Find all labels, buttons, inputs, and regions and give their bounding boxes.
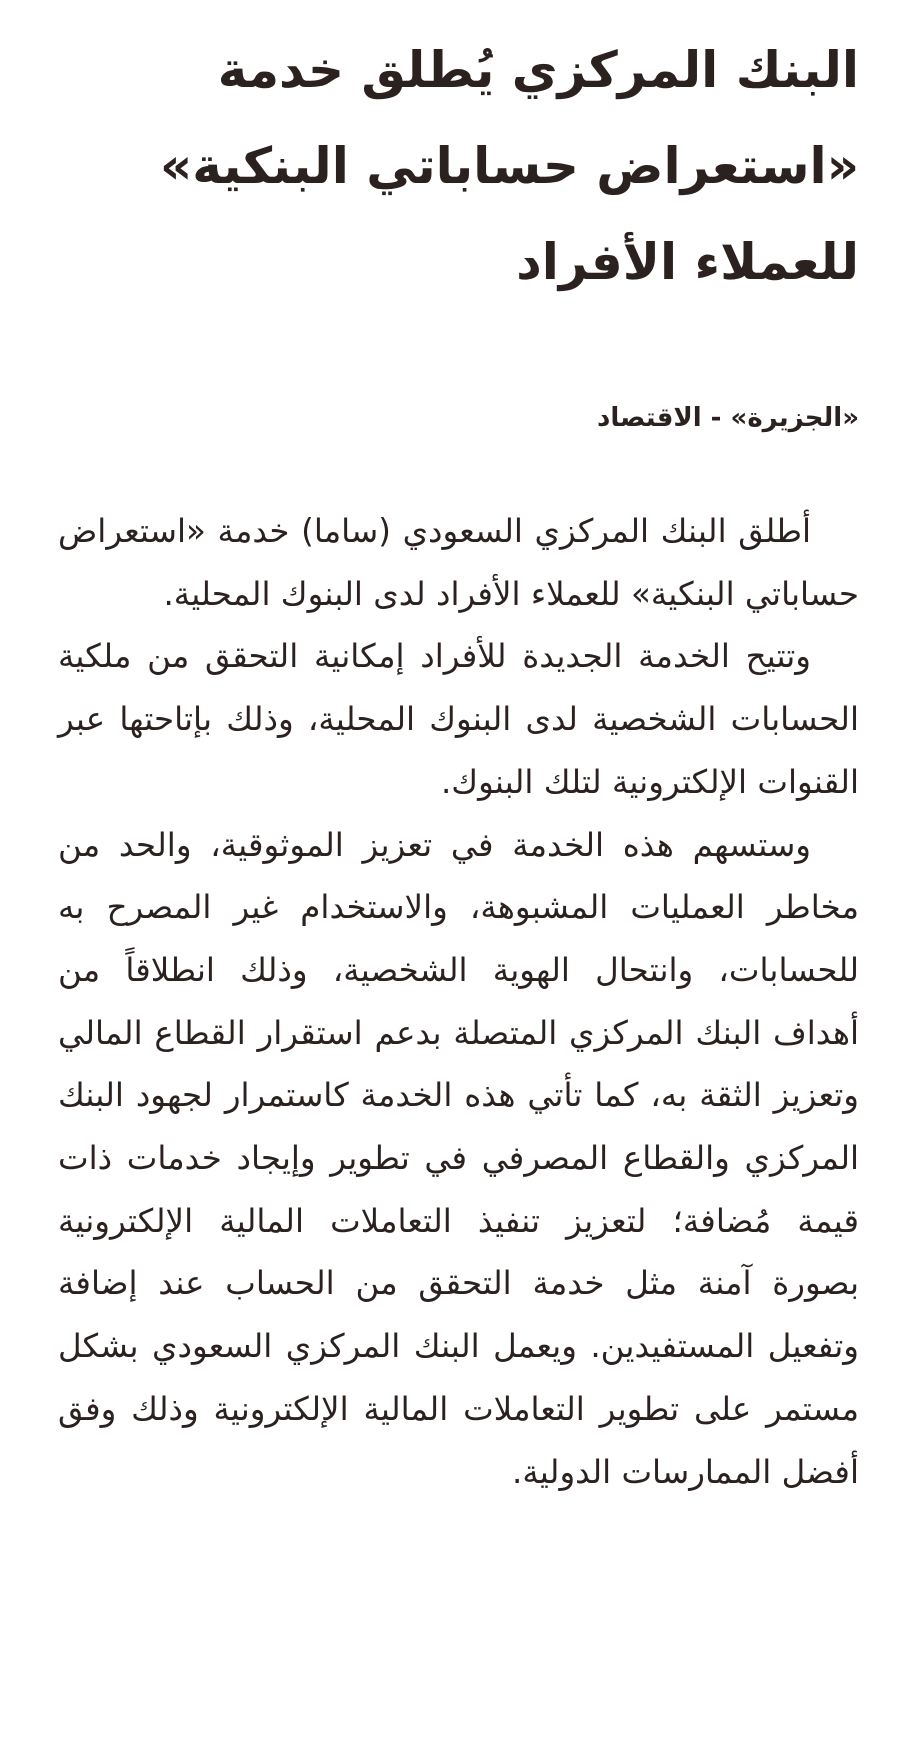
- paragraph: أطلق البنك المركزي السعودي (ساما) خدمة «استعراض حساباتي البنكية» للعملاء الأفراد لدى البنوك المحلية.: [58, 512, 859, 613]
- paragraph: وتتيح الخدمة الجديدة للأفراد إمكانية التحقق من ملكية الحسابات الشخصية لدى البنوك المحلية، وذلك بإتاحتها عبر القنوات الإلكترونية لتلك البنوك.: [58, 637, 859, 801]
- headline: البنك المركزي يُطلق خدمة «استعراض حساباتي البنكية» للعملاء الأفراد: [160, 41, 859, 291]
- paragraph: وستسهم هذه الخدمة في تعزيز الموثوقية، والحد من مخاطر العمليات المشبوهة، والاستخدام غير المصرح به للحسابات، وانتحال الهوية الشخصية، وذلك انطلاقاً من أهداف البنك المركزي المتصلة بدعم استقرار القطاع المالي وتعزيز الثقة به، كما تأتي هذه الخدمة كاستمرار لجهود البنك المركزي والقطاع المصرفي في تطوير وإيجاد خدمات ذات قيمة مُضافة؛ لتعزيز تنفيذ التعاملات المالية الإلكترونية بصورة آمنة مثل خدمة التحقق من الحساب عند إضافة وتفعيل المستفيدين. ويعمل البنك المركزي السعودي بشكل مستمر على تطوير التعاملات المالية الإلكترونية وذلك وفق أفضل الممارسات الدولية.: [58, 825, 859, 1491]
- byline: «الجزيرة» - الاقتصاد: [597, 403, 859, 433]
- article-body: [58, 500, 859, 1503]
